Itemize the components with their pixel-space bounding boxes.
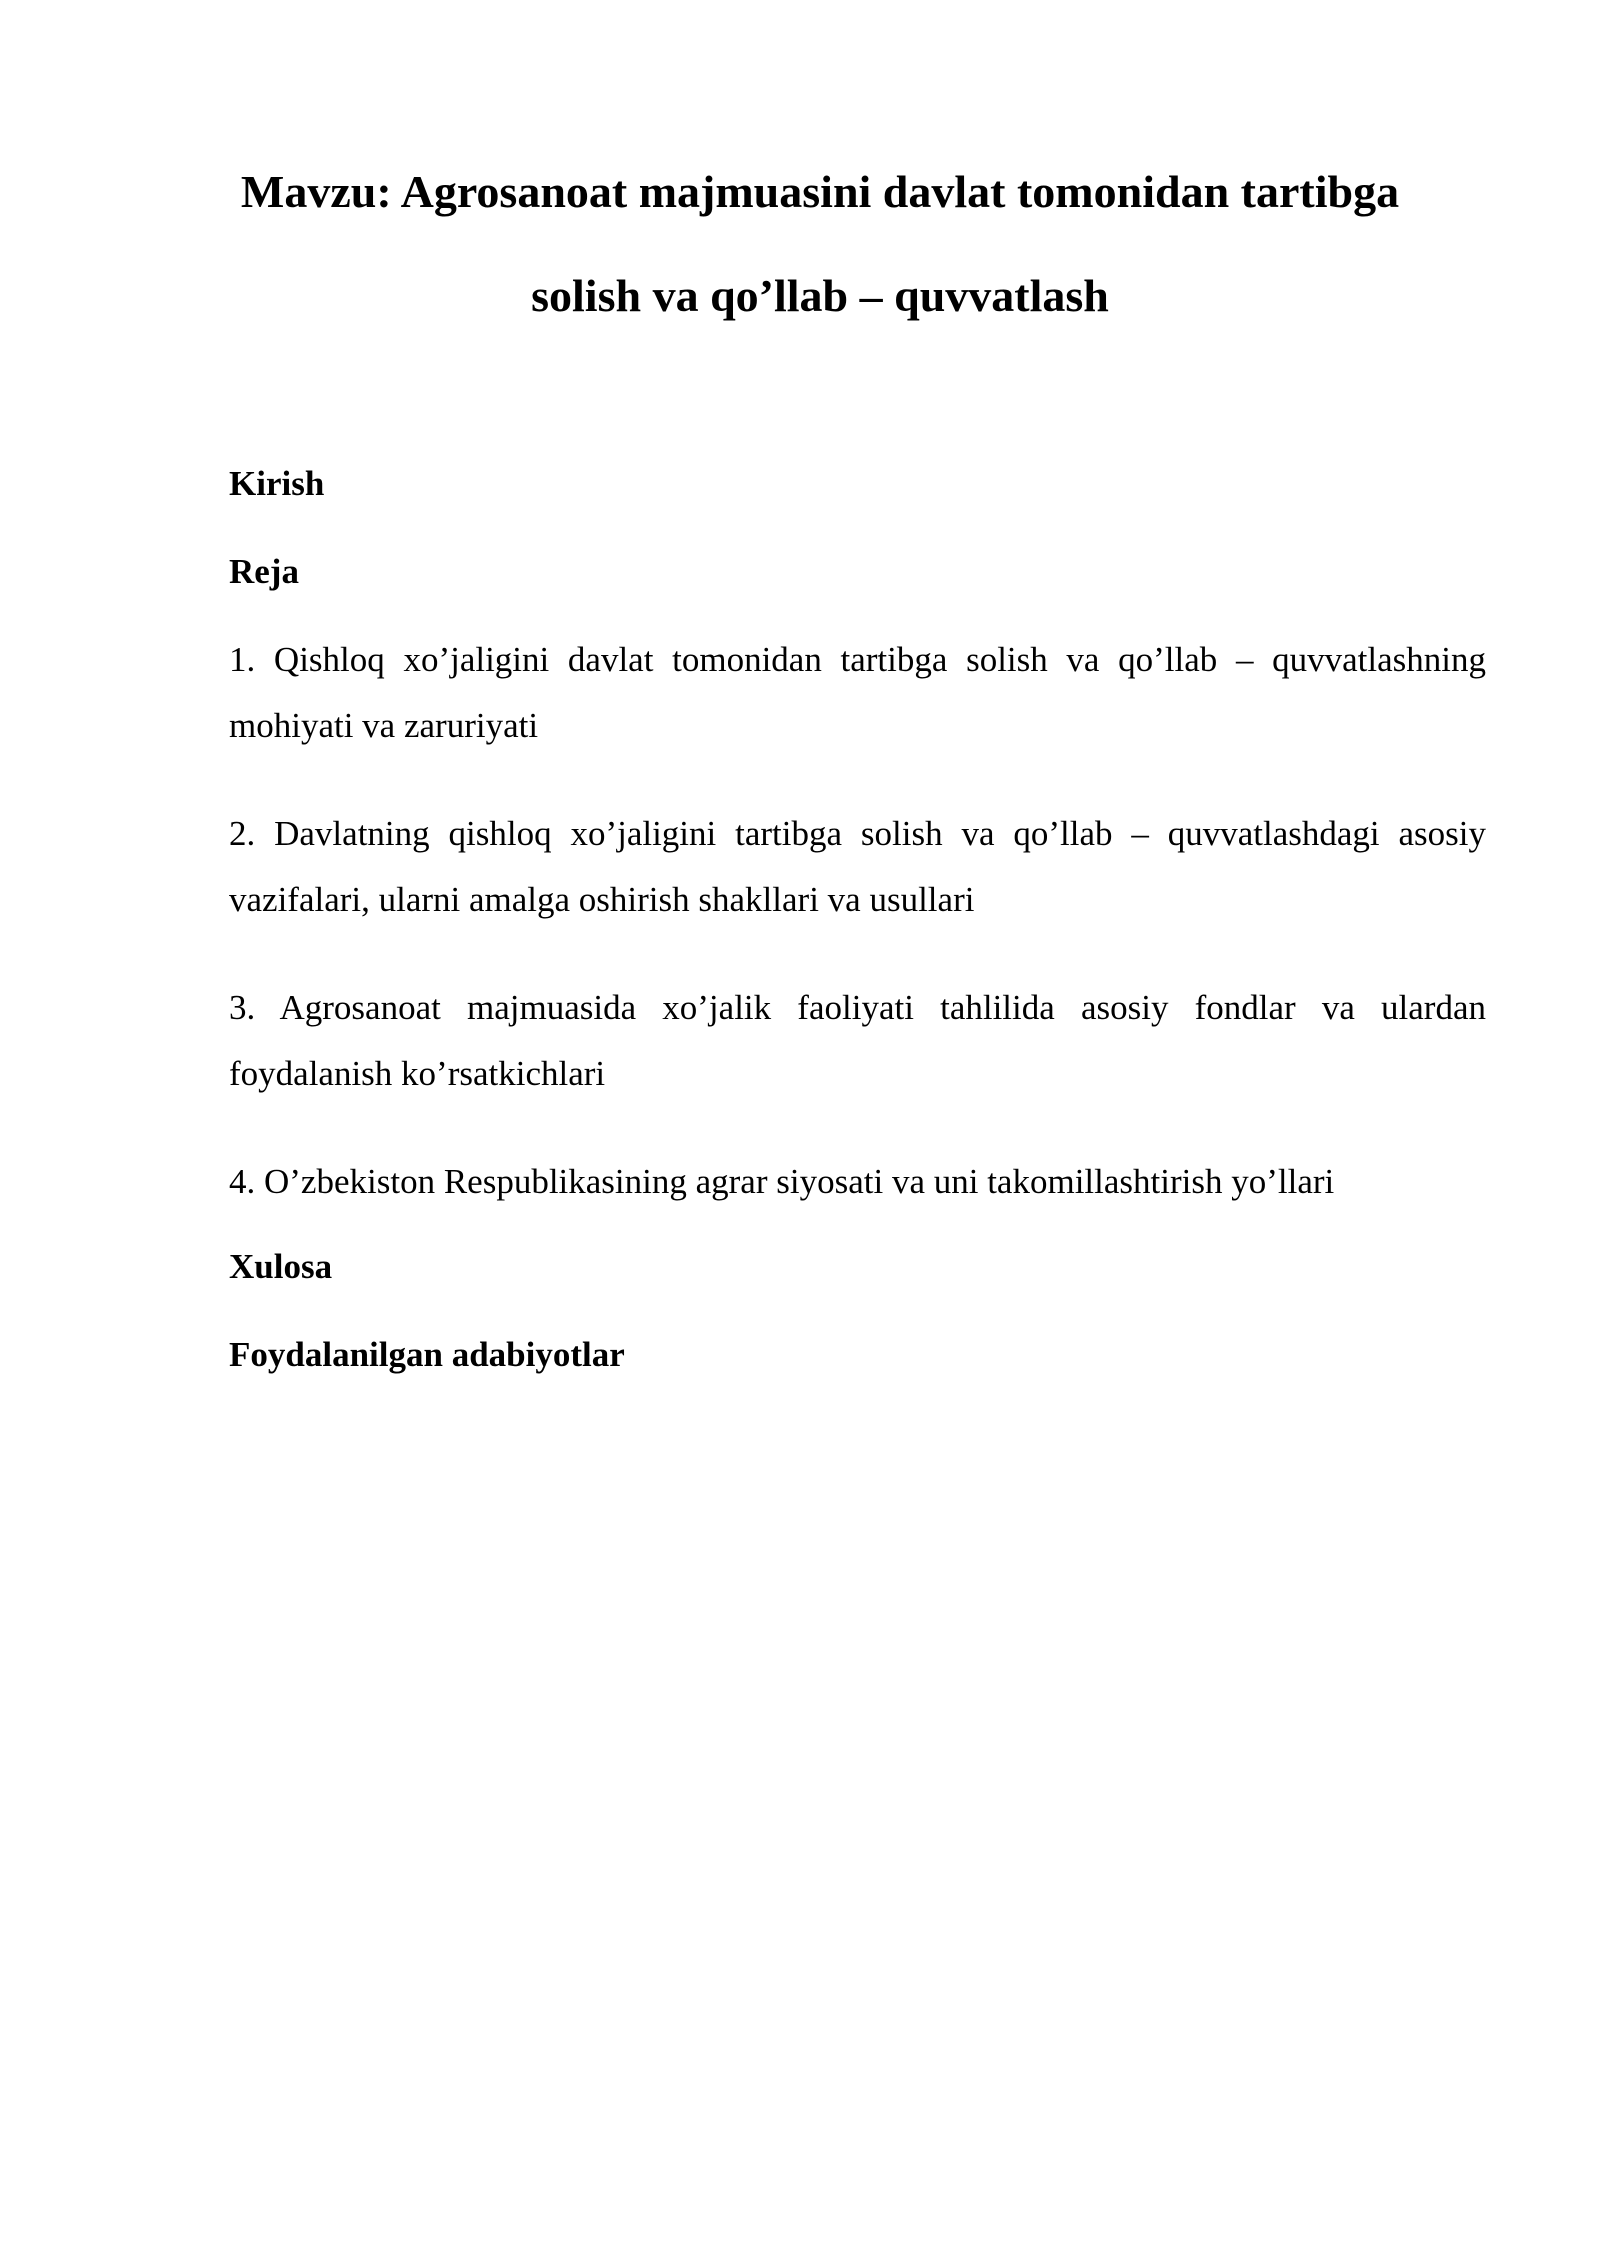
introduction-heading: Kirish [229, 464, 325, 503]
conclusion-heading: Xulosa [229, 1247, 333, 1286]
document-body [229, 462, 1486, 1421]
plan-heading: Reja [229, 552, 299, 591]
references-heading: Foydalanilgan adabiyotlar [229, 1335, 625, 1374]
plan-list [229, 627, 1486, 1215]
plan-item-2: 2. Davlatning qishloq xo’jaligini tartibga solish va qo’llab – quvvatlashdagi asosiy vazifalari, ularni amalga oshirish shakllari va usullari [229, 814, 1486, 919]
plan-item-3: 3. Agrosanoat majmuasida xo’jalik faoliyati tahlilida asosiy fondlar va ulardan foydalanish ko’rsatkichlari [229, 988, 1486, 1093]
plan-item-4: 4. O’zbekiston Respublikasining agrar siyosati va uni takomillashtirish yo’llari [229, 1162, 1335, 1201]
plan-item-1: 1. Qishloq xo’jaligini davlat tomonidan tartibga solish va qo’llab – quvvatlashning mohiyati va zaruriyati [229, 640, 1486, 745]
document-title: Mavzu: Agrosanoat majmuasini davlat tomonidan tartibga solish va qo’llab – quvvatlash [240, 166, 1400, 321]
